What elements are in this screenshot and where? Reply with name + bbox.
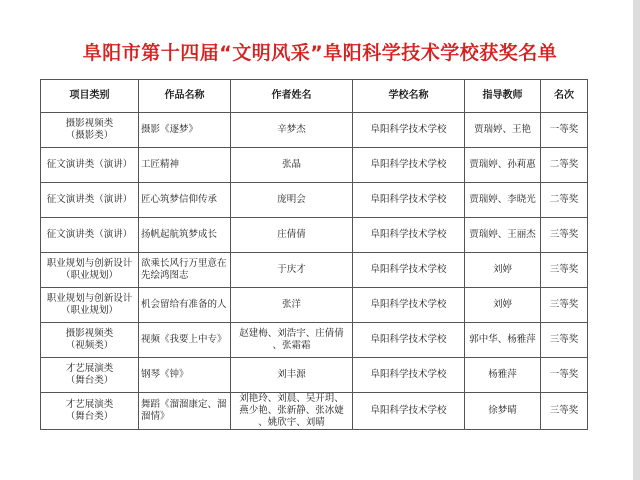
row-author: 刘丰源 — [231, 358, 353, 393]
header-rank: 名次 — [541, 80, 588, 113]
row-rank: 一等奖 — [541, 113, 588, 148]
awards-table — [40, 79, 588, 430]
row-school: 阜阳科学技术学校 — [353, 358, 465, 393]
row-teacher: 刘婷 — [465, 253, 541, 288]
table-row — [41, 323, 588, 358]
row-category: 征文演讲类（演讲） — [41, 148, 139, 183]
row-author: 刘艳玲、刘晨、吴开玥、 燕少艳、张新静、张冰婕 、姚欣宇、刘晴 — [231, 393, 353, 430]
row-work-name: 匠心筑梦信仰传承 — [139, 183, 231, 218]
row-category: 职业规划与创新设计 （职业规划） — [41, 253, 139, 288]
table-row — [41, 148, 588, 183]
row-work-name: 机会留给有准备的人 — [139, 288, 231, 323]
row-rank: 三等奖 — [541, 253, 588, 288]
header-teacher: 指导教师 — [465, 80, 541, 113]
row-school: 阜阳科学技术学校 — [353, 253, 465, 288]
page-scrollbar[interactable] — [633, 0, 640, 480]
row-work-name: 舞蹈《溜溜康定、溜 溜情》 — [139, 393, 231, 430]
row-teacher: 徐梦晴 — [465, 393, 541, 430]
table-row — [41, 358, 588, 393]
row-work-name: 工匠精神 — [139, 148, 231, 183]
row-teacher: 贾瑞婷、王艳 — [465, 113, 541, 148]
row-rank: 三等奖 — [541, 218, 588, 253]
row-author: 张洋 — [231, 288, 353, 323]
row-rank: 二等奖 — [541, 148, 588, 183]
row-teacher: 刘婷 — [465, 288, 541, 323]
row-teacher: 杨雅萍 — [465, 358, 541, 393]
row-author: 张晶 — [231, 148, 353, 183]
header-school: 学校名称 — [353, 80, 465, 113]
row-author: 赵建梅、刘浩宇、庄倩倩 、张霜霜 — [231, 323, 353, 358]
table-row — [41, 113, 588, 148]
header-work-name: 作品名称 — [139, 80, 231, 113]
row-category: 征文演讲类（演讲） — [41, 218, 139, 253]
row-teacher: 贾瑞婷、孙莉惠 — [465, 148, 541, 183]
row-work-name: 摄影《逐梦》 — [139, 113, 231, 148]
row-category: 职业规划与创新设计 （职业规划） — [41, 288, 139, 323]
table-row — [41, 183, 588, 218]
row-rank: 三等奖 — [541, 393, 588, 430]
row-category: 摄影视频类 （视频类） — [41, 323, 139, 358]
row-category: 才艺展演类 （舞台类） — [41, 358, 139, 393]
row-rank: 三等奖 — [541, 288, 588, 323]
table-header-row — [41, 80, 588, 113]
row-work-name: 钢琴《钟》 — [139, 358, 231, 393]
table-row — [41, 393, 588, 430]
row-work-name: 视频《我要上中专》 — [139, 323, 231, 358]
row-school: 阜阳科学技术学校 — [353, 113, 465, 148]
row-school: 阜阳科学技术学校 — [353, 148, 465, 183]
header-category: 项目类别 — [41, 80, 139, 113]
table-row — [41, 253, 588, 288]
row-work-name: 欲乘长风行万里意在 先绘鸿图志 — [139, 253, 231, 288]
row-school: 阜阳科学技术学校 — [353, 288, 465, 323]
table-row — [41, 218, 588, 253]
table-row — [41, 288, 588, 323]
row-school: 阜阳科学技术学校 — [353, 183, 465, 218]
row-school: 阜阳科学技术学校 — [353, 323, 465, 358]
header-author: 作者姓名 — [231, 80, 353, 113]
row-author: 庄倩倩 — [231, 218, 353, 253]
row-category: 才艺展演类 （舞台类） — [41, 393, 139, 430]
document-title: 阜阳市第十四届“文明风采”阜阳科学技术学校获奖名单 — [82, 42, 558, 64]
row-author: 庞明会 — [231, 183, 353, 218]
row-teacher: 贾瑞婷、王丽杰 — [465, 218, 541, 253]
row-rank: 三等奖 — [541, 323, 588, 358]
row-teacher: 贾瑞婷、李晓光 — [465, 183, 541, 218]
table-body — [41, 113, 588, 430]
row-category: 征文演讲类（演讲） — [41, 183, 139, 218]
row-teacher: 郭中华、杨雅萍 — [465, 323, 541, 358]
row-school: 阜阳科学技术学校 — [353, 218, 465, 253]
row-rank: 一等奖 — [541, 358, 588, 393]
row-author: 于庆才 — [231, 253, 353, 288]
row-category: 摄影视频类 （摄影类） — [41, 113, 139, 148]
row-work-name: 扬帆起航筑梦成长 — [139, 218, 231, 253]
row-author: 辛梦杰 — [231, 113, 353, 148]
row-rank: 二等奖 — [541, 183, 588, 218]
row-school: 阜阳科学技术学校 — [353, 393, 465, 430]
